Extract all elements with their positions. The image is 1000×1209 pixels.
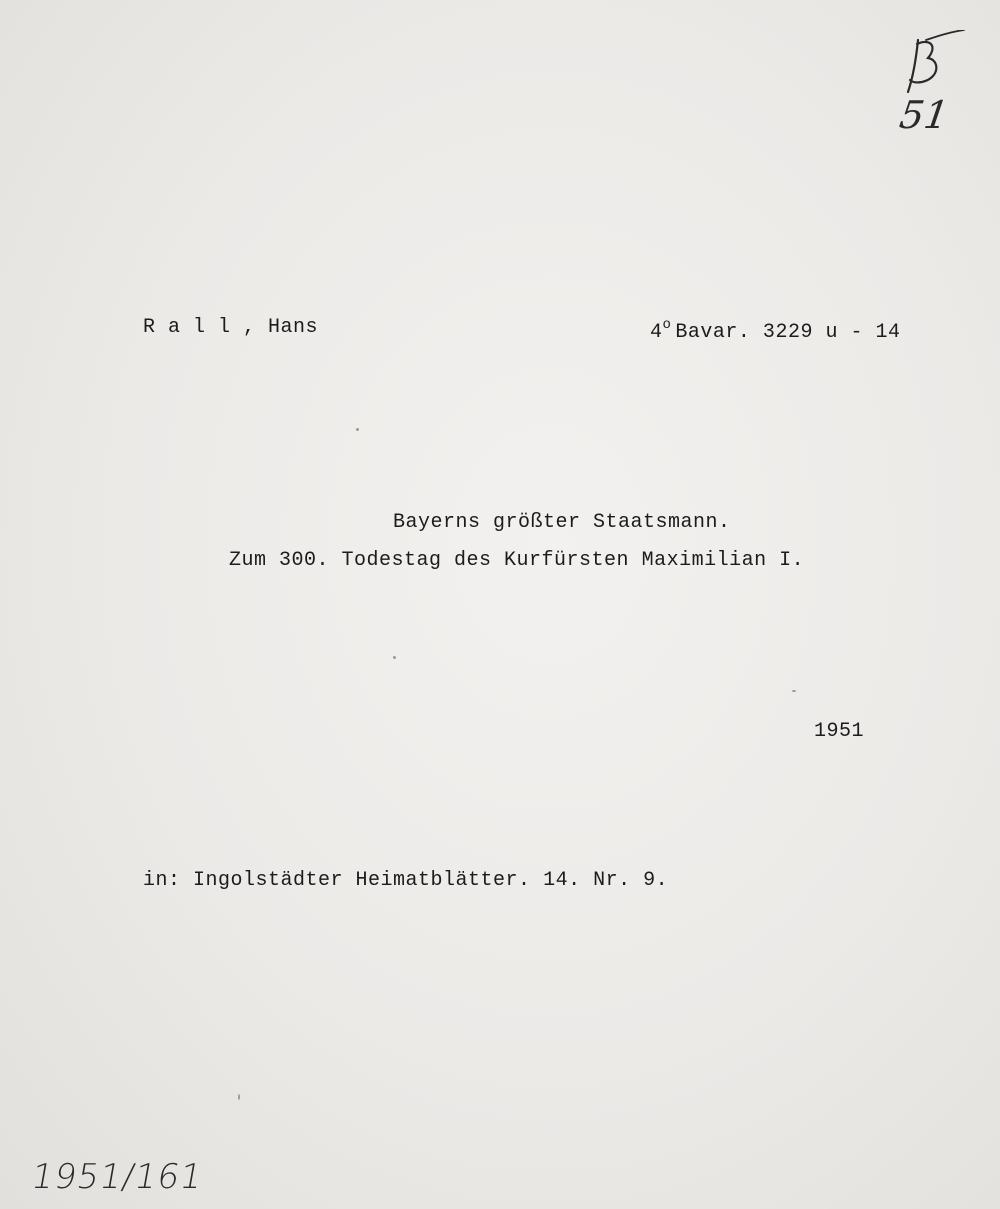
handwritten-b-mark xyxy=(898,30,978,100)
publication-year: 1951 xyxy=(814,720,865,743)
handwritten-bottom-number: 1951/161 xyxy=(28,1157,207,1197)
author-name: R a l l , Hans xyxy=(143,316,319,339)
source-citation: in: Ingolstädter Heimatblätter. 14. Nr. 9. xyxy=(143,869,669,892)
paper-speck xyxy=(356,428,359,431)
handwritten-top-number: 51 xyxy=(896,93,952,137)
paper-speck xyxy=(792,690,796,692)
title-line-1: Bayerns größter Staatsmann. xyxy=(393,511,731,534)
shelfmark-format: 4 xyxy=(650,321,663,344)
shelfmark xyxy=(650,318,900,343)
shelfmark-signature: Bavar. 3229 u - 14 xyxy=(675,321,901,344)
shelfmark-format-superscript: o xyxy=(662,317,672,333)
paper-speck xyxy=(238,1094,240,1100)
title-line-2: Zum 300. Todestag des Kurfürsten Maximilian I. xyxy=(229,549,805,572)
handwritten-top-right xyxy=(898,30,978,140)
paper-speck xyxy=(393,656,396,659)
